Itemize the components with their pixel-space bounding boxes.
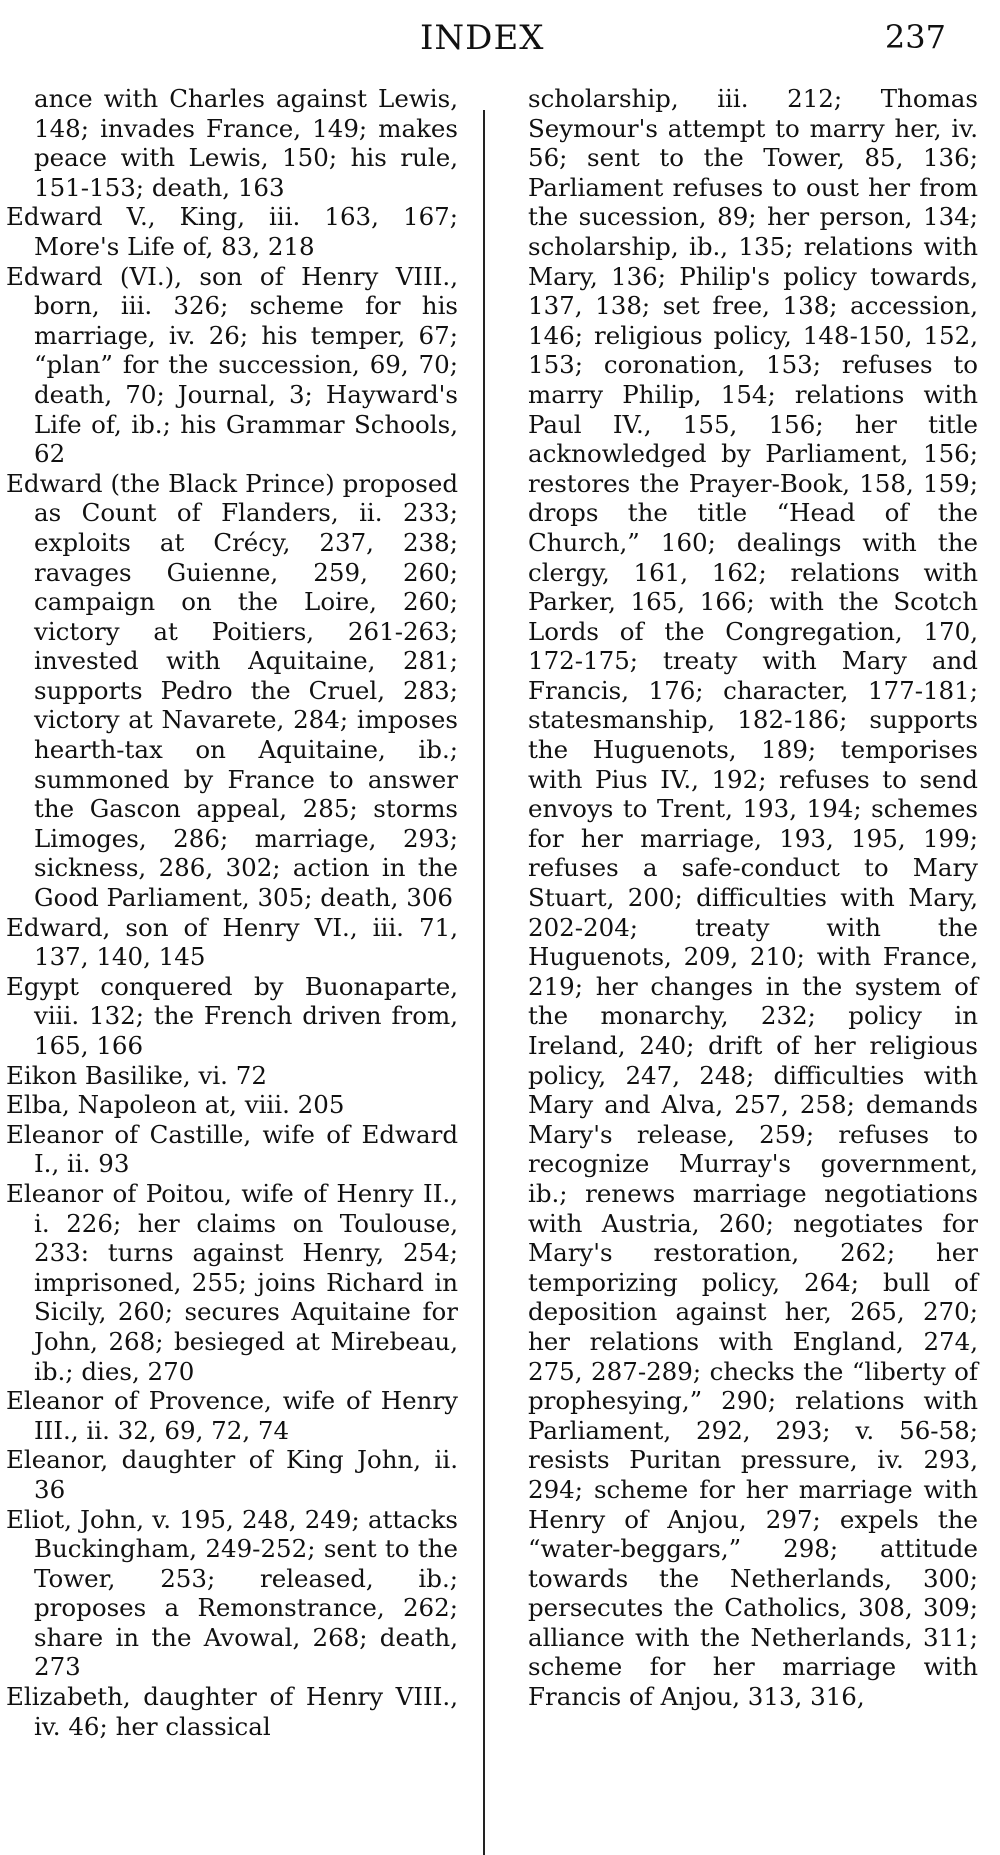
- index-entry: Eleanor of Provence, wife of Henry III., ii. 32, 69, 72, 74: [6, 1386, 458, 1445]
- index-entry: Elba, Napoleon at, viii. 205: [6, 1090, 345, 1120]
- index-entry: Edward (the Black Prince) proposed as Count of Flanders, ii. 233; exploits at Crécy, 237, 238; ravages Guienne, 259, 260; campaign on the Loire, 260; victory at Poitiers, 261-263; invested with Aquitaine, 281; supports Pedro the Cruel, 283; victory at Navarete, 284; imposes hearth-tax on Aquitaine, ib.; summoned by France to answer the Gascon appeal, 285; storms Limoges, 286; marriage, 293; sickness, 286, 302; action in the Good Parliament, 305; death, 306: [6, 468, 458, 913]
- index-entry: Eleanor, daughter of King John, ii. 36: [6, 1445, 458, 1504]
- column-divider: [483, 110, 485, 1855]
- index-entry: ance with Charles against Lewis, 148; invades France, 149; makes peace with Lewis, 150; his rule, 151-153; death, 163: [34, 84, 458, 202]
- index-entry: Edward, son of Henry VI., iii. 71, 137, 140, 145: [6, 912, 458, 972]
- index-entry: Eleanor of Castille, wife of Edward I., ii. 93: [6, 1119, 458, 1179]
- index-entry: Egypt conquered by Buonaparte, viii. 132; the French driven from, 165, 166: [6, 971, 458, 1060]
- left-column: [6, 84, 458, 1741]
- right-column: [528, 84, 978, 1712]
- index-entry: scholarship, iii. 212; Thomas Seymour's attempt to marry her, iv. 56; sent to the Tower, 85, 136; Parliament refuses to oust her from the sucession, 89; her person, 134; scholarship, ib., 135; relations with Mary, 136; Philip's policy towards, 137, 138; set free, 138; accession, 146; religious policy, 148-150, 152, 153; coronation, 153; refuses to marry Philip, 154; relations with Paul IV., 155, 156; her title acknowledged by Parliament, 156; restores the Prayer-Book, 158, 159; drops the title “Head of the Church,” 160; dealings with the clergy, 161, 162; relations with Parker, 165, 166; with the Scotch Lords of the Congregation, 170, 172-175; treaty with Mary and Francis, 176; character, 177-181; statesmanship, 182-186; supports the Huguenots, 189; temporises with Pius IV., 192; refuses to send envoys to Trent, 193, 194; schemes for her marriage, 193, 195, 199; refuses a safe-conduct to Mary Stuart, 200; difficulties with Mary, 202-204; treaty with the Huguenots, 209, 210; with France, 219; her changes in the system of the monarchy, 232; policy in Ireland, 240; drift of her religious policy, 247, 248; difficulties with Mary and Alva, 257, 258; demands Mary's release, 259; refuses to recognize Murray's government, ib.; renews marriage negotiations with Austria, 260; negotiates for Mary's restoration, 262; her temporizing policy, 264; bull of deposition against her, 265, 270; her relations with England, 274, 275, 287-289; checks the “liberty of prophesying,” 290; relations with Parliament, 292, 293; v. 56-58; resists Puritan pressure, iv. 293, 294; scheme for her marriage with Henry of Anjou, 297; expels the “water-beggars,” 298; attitude towards the Netherlands, 300; persecutes the Catholics, 308, 309; alliance with the Netherlands, 311; scheme for her marriage with Francis of Anjou, 313, 316,: [528, 84, 978, 1712]
- header-title: INDEX: [420, 18, 545, 58]
- index-entry: Eleanor of Poitou, wife of Henry II., i. 226; her claims on Toulouse, 233: turns against Henry, 254; imprisoned, 255; joins Richard in Sicily, 260; secures Aquitaine for John, 268; besieged at Mirebeau, ib.; dies, 270: [6, 1178, 458, 1386]
- index-entry: Elizabeth, daughter of Henry VIII., iv. 46; her classical: [6, 1682, 458, 1741]
- index-entry: Edward V., King, iii. 163, 167; More's Life of, 83, 218: [6, 202, 458, 261]
- index-entry: Edward (VI.), son of Henry VIII., born, iii. 326; scheme for his marriage, iv. 26; his temper, 67; “plan” for the succession, 69, 70; death, 70; Journal, 3; Hayward's Life of, ib.; his Grammar Schools, 62: [6, 261, 458, 469]
- index-entry: Eliot, John, v. 195, 248, 249; attacks Buckingham, 249-252; sent to the Tower, 253; released, ib.; proposes a Remonstrance, 262; share in the Avowal, 268; death, 273: [6, 1504, 458, 1682]
- running-header: [0, 18, 1000, 68]
- page-number: 237: [884, 18, 946, 56]
- index-entry: Eikon Basilike, vi. 72: [6, 1060, 267, 1090]
